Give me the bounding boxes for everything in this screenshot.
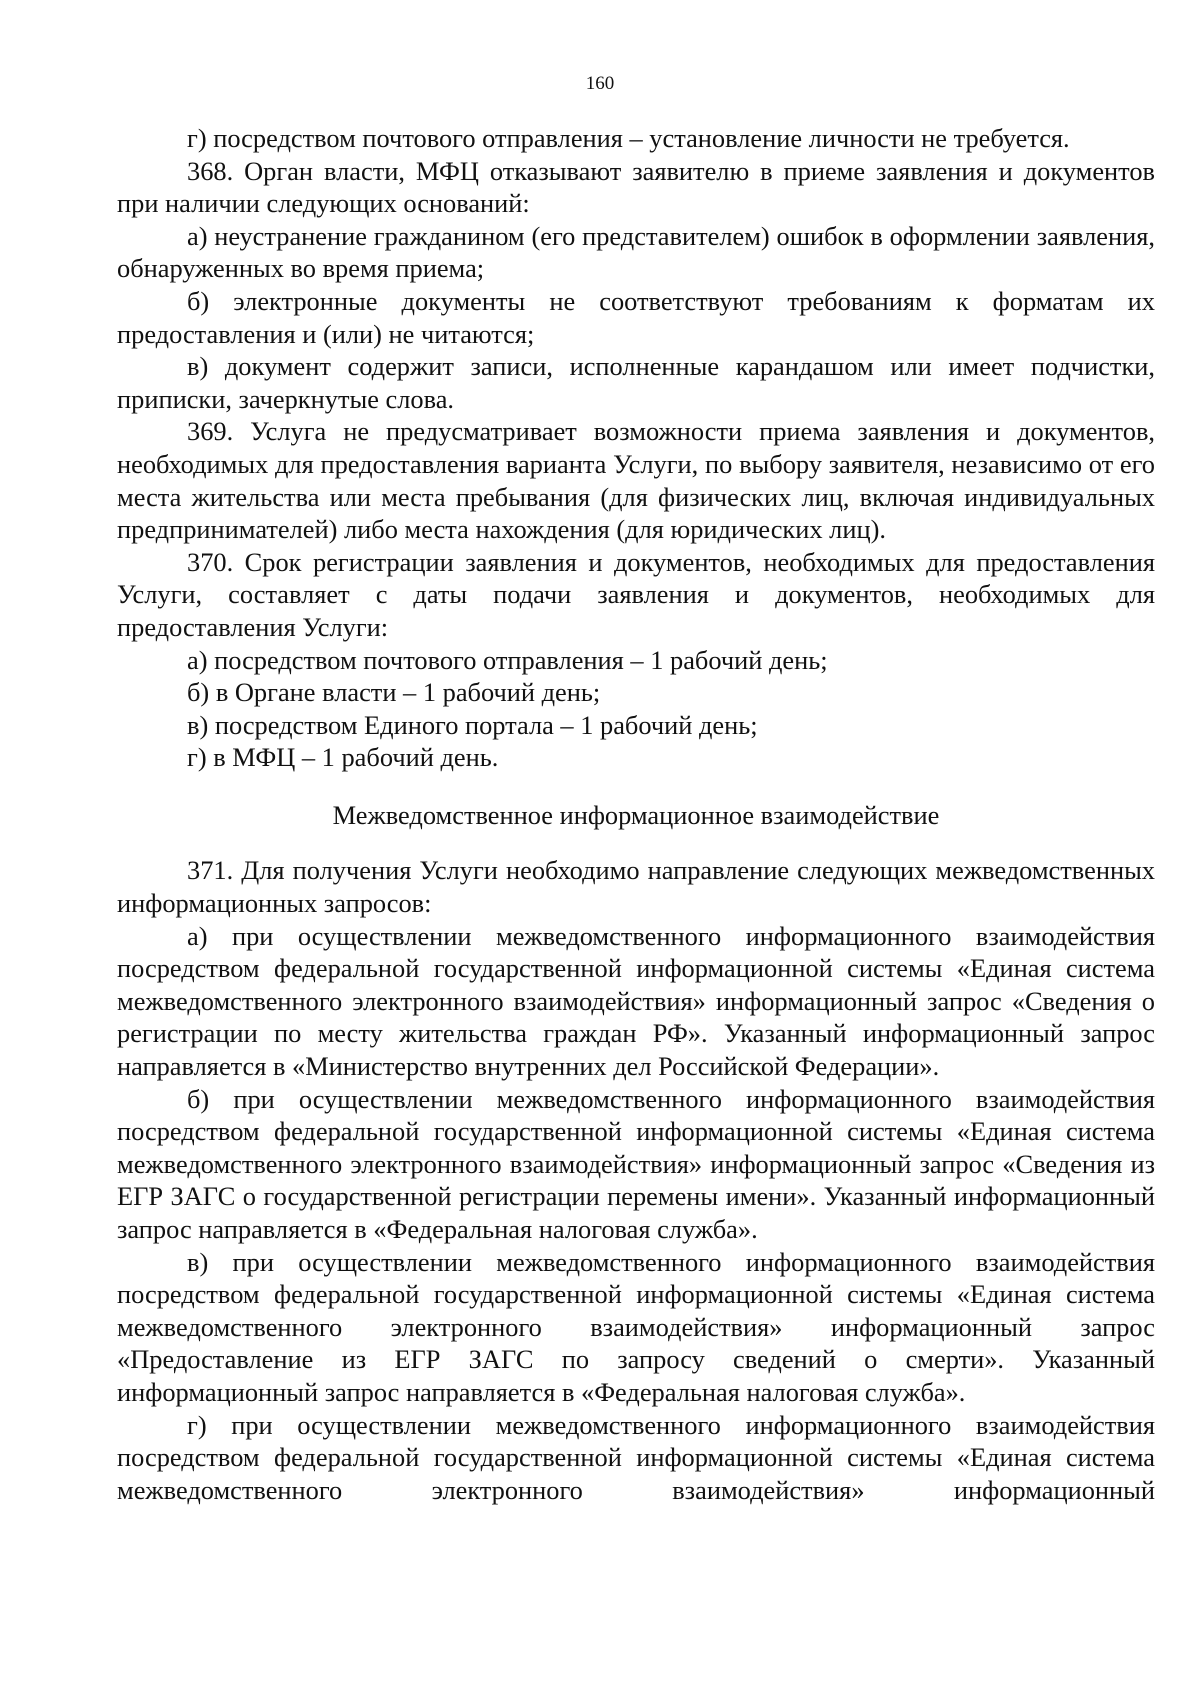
page-number: 160	[585, 73, 615, 94]
document-body	[117, 122, 1155, 1506]
paragraph-368-a: а) неустранение гражданином (его представителем) ошибок в оформлении заявления, обнаруженных во время приема;	[117, 220, 1155, 284]
paragraph-368: 368. Орган власти, МФЦ отказывают заявителю в приеме заявления и документов при наличии следующих оснований:	[117, 155, 1155, 219]
paragraph-368-v: в) документ содержит записи, исполненные карандашом или имеет подчистки, приписки, зачеркнутые слова.	[117, 351, 1155, 414]
paragraph-369: 369. Услуга не предусматривает возможности приема заявления и документов, необходимых для предоставления варианта Услуги, по выбору заявителя, независимо от его места жительства или места пребывания (для физических лиц, включая индивидуальных предпринимателей) либо места нахождения (для юридических лиц).	[117, 416, 1155, 545]
paragraph-368-b: б) электронные документы не соответствуют требованиям к форматам их предоставления и (или) не читаются;	[117, 285, 1155, 349]
paragraph-371-g: г) при осуществлении межведомственного информационного взаимодействия посредством федеральной государственной информационной системы «Единая система межведомственного электронного взаимодействия» информационный	[117, 1409, 1155, 1505]
section-heading: Межведомственное информационное взаимодействие	[332, 799, 940, 830]
paragraph-370-v: в) посредством Единого портала – 1 рабочий день;	[187, 709, 758, 740]
paragraph-371: 371. Для получения Услуги необходимо направление следующих межведомственных информационных запросов:	[117, 855, 1155, 919]
paragraph-delivery-postal: г) посредством почтового отправления – установление личности не требуется.	[187, 123, 1070, 153]
paragraph-370: 370. Срок регистрации заявления и документов, необходимых для предоставления Услуги, составляет с даты подачи заявления и документов, необходимых для предоставления Услуги:	[117, 546, 1155, 642]
paragraph-370-b: б) в Органе власти – 1 рабочий день;	[187, 677, 601, 708]
paragraph-371-v: в) при осуществлении межведомственного информационного взаимодействия посредством федеральной государственной информационной системы «Единая система межведомственного электронного взаимодействия» информационный запрос «Предоставление из ЕГР ЗАГС по запросу сведений о смерти». Указанный информационный запрос направляется в «Федеральная налоговая служба».	[117, 1246, 1155, 1407]
paragraph-370-a: а) посредством почтового отправления – 1 рабочий день;	[187, 644, 828, 675]
paragraph-370-g: г) в МФЦ – 1 рабочий день.	[187, 742, 499, 773]
paragraph-371-b: б) при осуществлении межведомственного информационного взаимодействия посредством федеральной государственной информационной системы «Единая система межведомственного электронного взаимодействия» информационный запрос «Сведения из ЕГР ЗАГС о государственной регистрации перемены имени». Указанный информационный запрос направляется в «Федеральная налоговая служба».	[117, 1083, 1155, 1244]
paragraph-371-a: а) при осуществлении межведомственного информационного взаимодействия посредством федеральной государственной информационной системы «Единая система межведомственного электронного взаимодействия» информационный запрос «Сведения о регистрации по месту жительства граждан РФ». Указанный информационный запрос направляется в «Министерство внутренних дел Российской Федерации».	[117, 920, 1155, 1082]
